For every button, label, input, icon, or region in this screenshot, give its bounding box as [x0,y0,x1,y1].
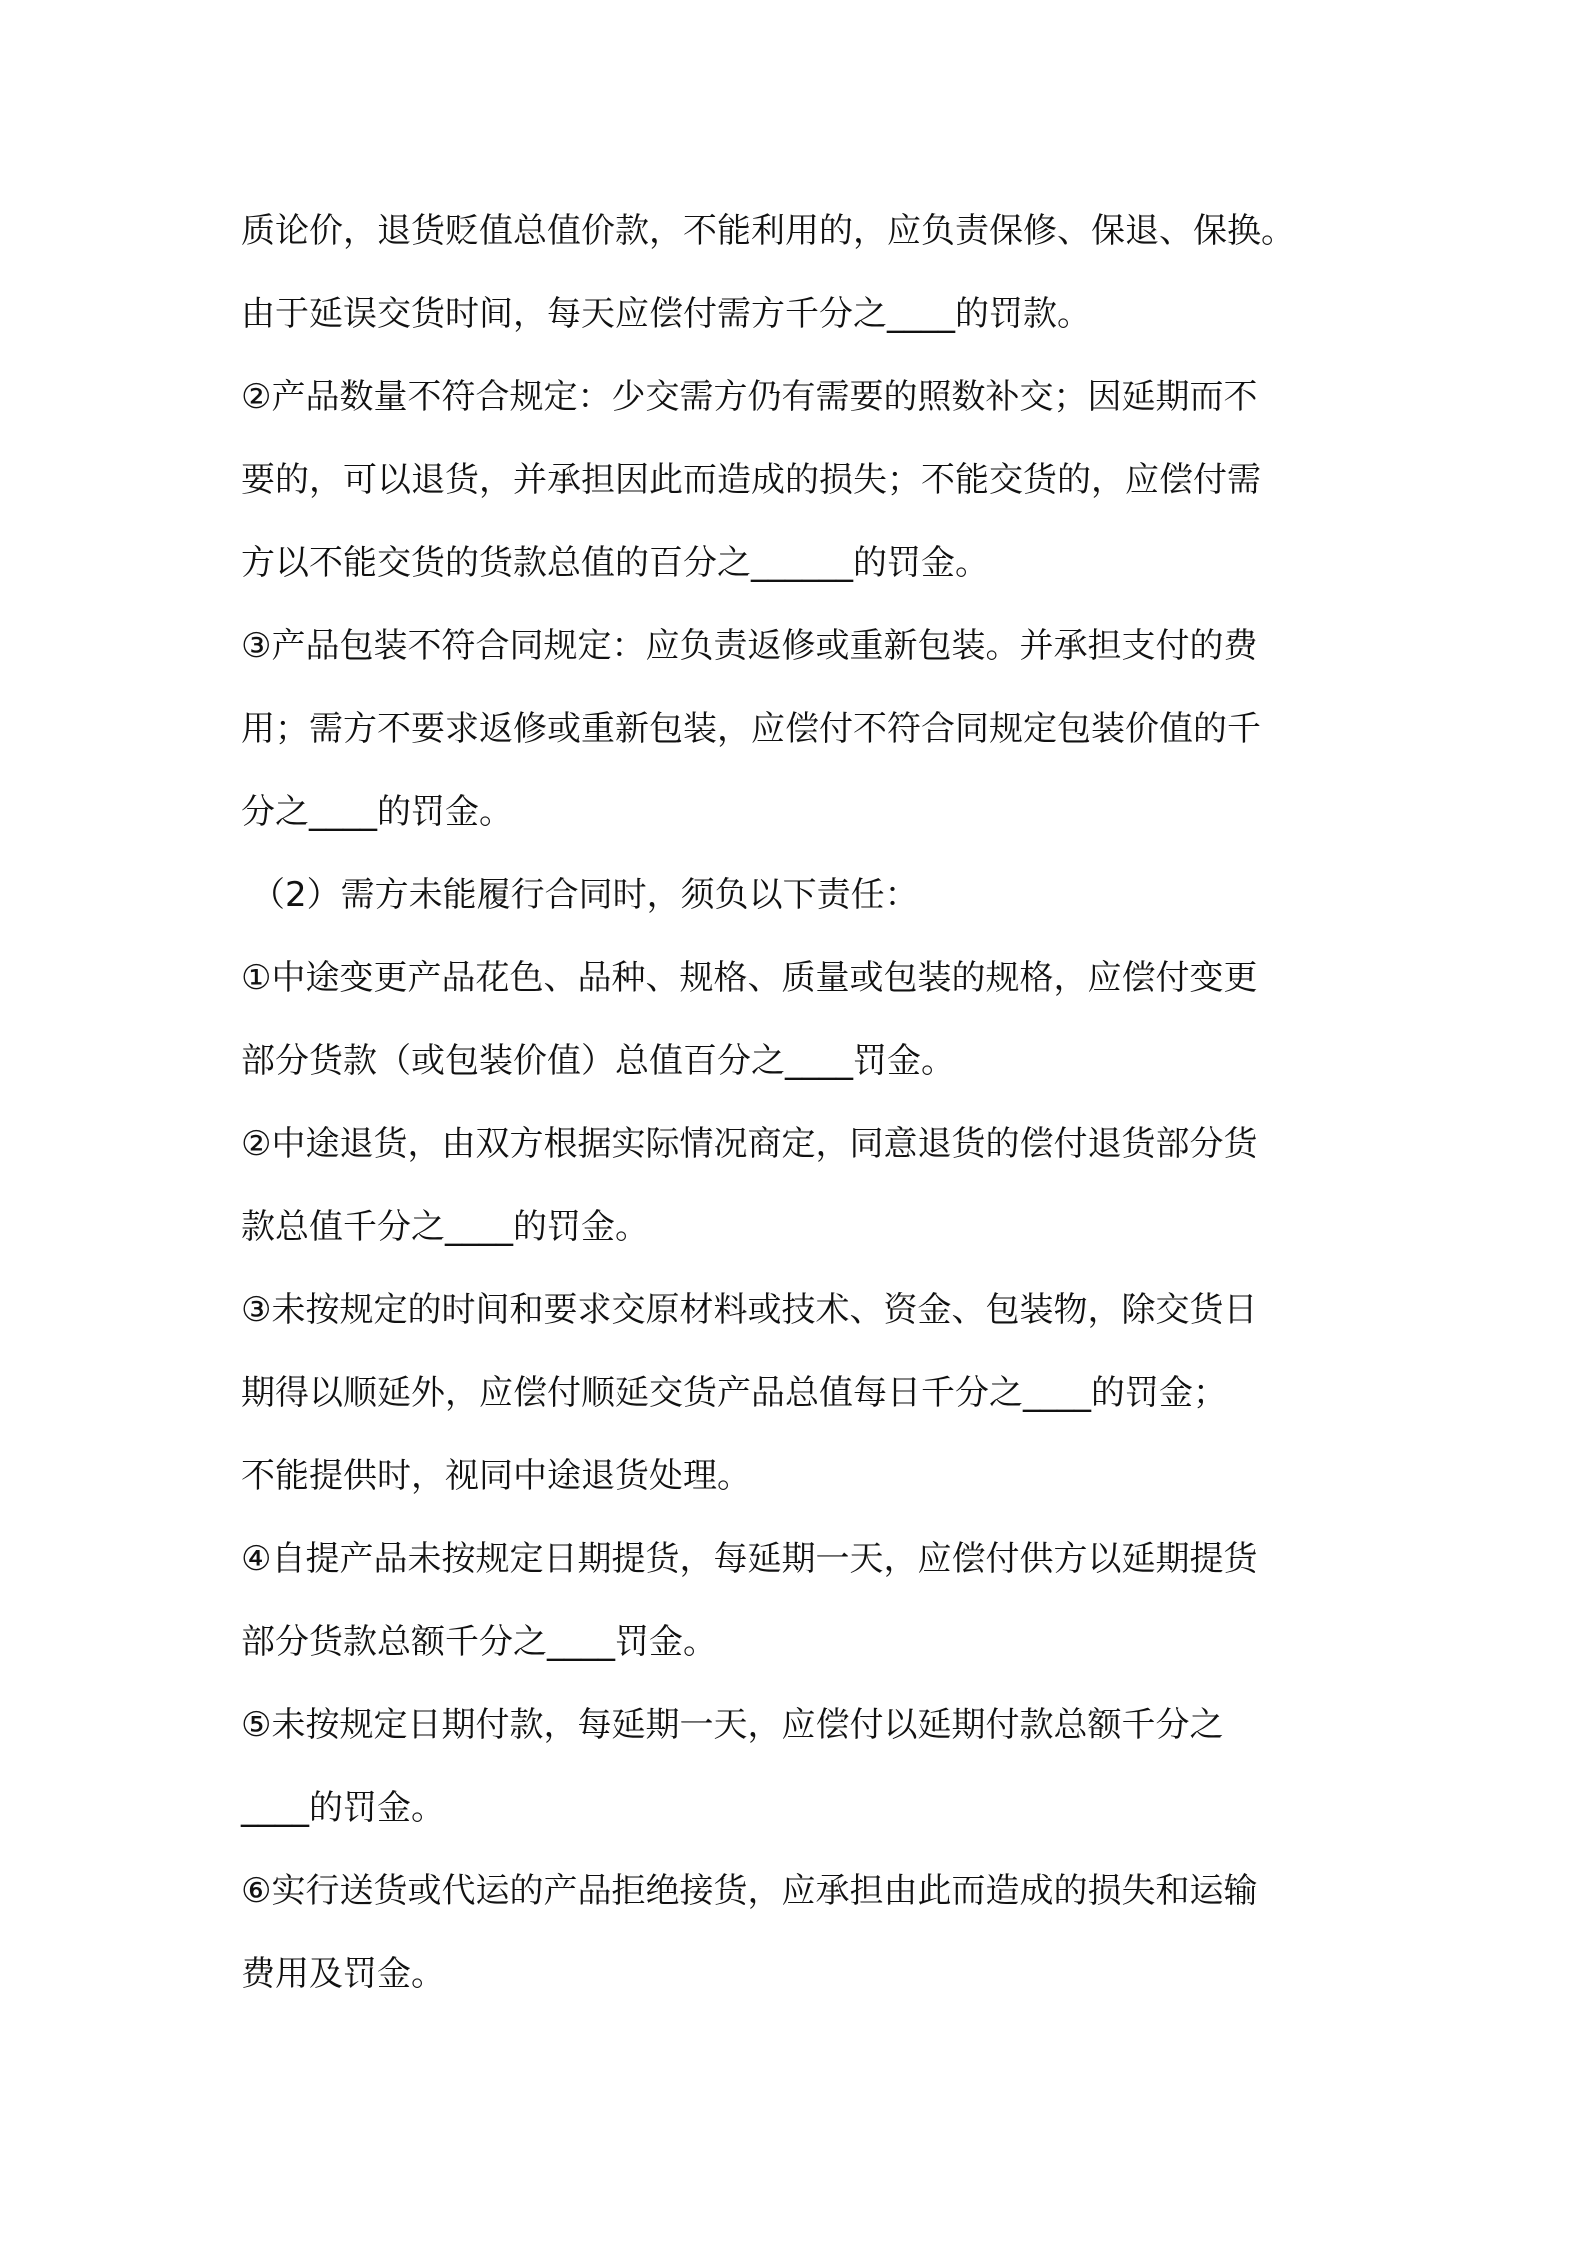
text-line: 不能提供时，视同中途退货处理。 [241,1456,751,1496]
text-line: ④自提产品未按规定日期提货，每延期一天，应偿付供方以延期提货 [241,1539,1258,1579]
text-line: 要的，可以退货，并承担因此而造成的损失；不能交货的，应偿付需 [241,460,1261,500]
text-line: 期得以顺延外，应偿付顺延交货产品总值每日千分之____的罚金； [241,1373,1227,1413]
text-line: 部分货款总额千分之____罚金。 [241,1622,717,1662]
text-line: 分之____的罚金。 [241,792,513,832]
text-line: 质论价，退货贬值总值价款，不能利用的，应负责保修、保退、保换。 [241,211,1295,251]
text-line: ②中途退货，由双方根据实际情况商定，同意退货的偿付退货部分货 [241,1124,1258,1164]
text-line: ③未按规定的时间和要求交原材料或技术、资金、包装物，除交货日 [241,1290,1258,1330]
text-line: ③产品包装不符合同规定：应负责返修或重新包装。并承担支付的费 [241,626,1258,666]
text-line: 由于延误交货时间，每天应偿付需方千分之____的罚款。 [241,294,1091,334]
document-body [241,190,1366,2016]
text-line: 费用及罚金。 [241,1954,445,1994]
text-line: ⑥实行送货或代运的产品拒绝接货，应承担由此而造成的损失和运输 [241,1871,1258,1911]
section-heading: （2）需方未能履行合同时，须负以下责任： [251,875,919,915]
text-line: 方以不能交货的货款总值的百分之______的罚金。 [241,543,989,583]
text-line: ⑤未按规定日期付款，每延期一天，应偿付以延期付款总额千分之 [241,1705,1224,1745]
text-line: ②产品数量不符合规定：少交需方仍有需要的照数补交；因延期而不 [241,377,1258,417]
text-line: ①中途变更产品花色、品种、规格、质量或包装的规格，应偿付变更 [241,958,1258,998]
text-line: 部分货款（或包装价值）总值百分之____罚金。 [241,1041,955,1081]
text-line: 款总值千分之____的罚金。 [241,1207,649,1247]
text-line: 用；需方不要求返修或重新包装，应偿付不符合同规定包装价值的千 [241,709,1261,749]
text-line: ____的罚金。 [241,1788,445,1828]
